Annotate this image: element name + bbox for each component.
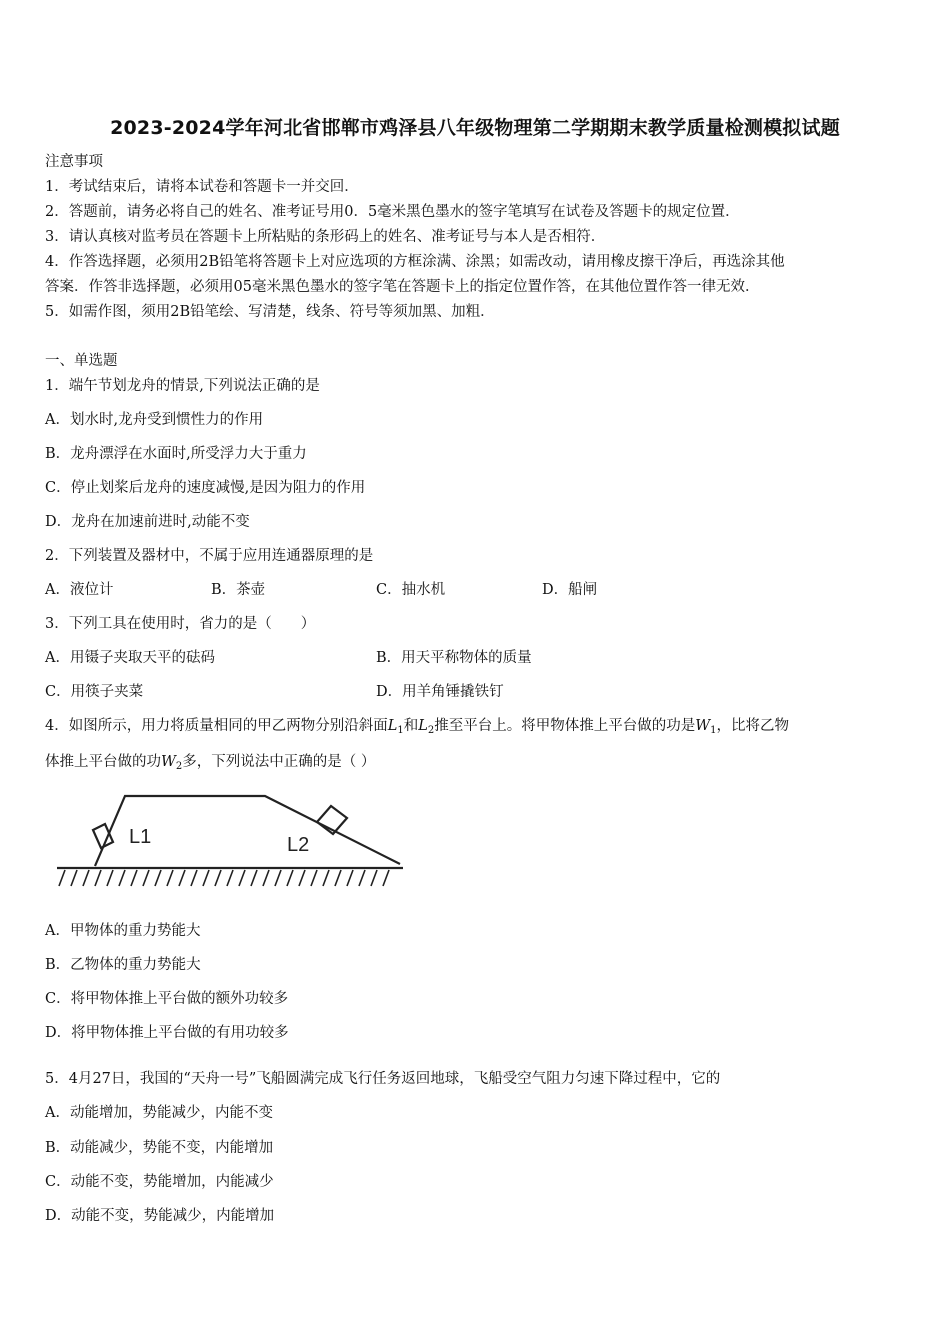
- question-5-stem: 5．4月27日，我国的“天舟一号”飞船圆满完成飞行任务返回地球，飞船受空气阻力匀速下降过程中，它的: [45, 1071, 721, 1087]
- question-3-option-b[interactable]: B．用天平称物体的质量: [376, 650, 532, 666]
- question-4-stem-line2: 体推上平台做的功$W_2$多，下列说法中正确的是（ ）: [45, 754, 376, 772]
- question-3-stem: 3．下列工具在使用时，省力的是（ ）: [45, 616, 316, 632]
- question-5-option-d[interactable]: D．动能不变，势能减少，内能增加: [45, 1208, 275, 1224]
- note-item: 1．考试结束后，请将本试卷和答题卡一并交回．: [45, 179, 359, 195]
- question-2-option-a[interactable]: A．液位计: [45, 582, 114, 598]
- question-5-option-c[interactable]: C．动能不变，势能增加，内能减少: [45, 1174, 274, 1190]
- question-5-option-b[interactable]: B．动能减少，势能不变，内能增加: [45, 1140, 274, 1156]
- question-3-option-c[interactable]: C．用筷子夹菜: [45, 684, 144, 700]
- question-4-option-a[interactable]: A．甲物体的重力势能大: [45, 923, 201, 939]
- page-title: 2023-2024学年河北省邯郸市鸡泽县八年级物理第二学期期末教学质量检测模拟试题: [110, 117, 840, 139]
- question-2-option-c[interactable]: C．抽水机: [376, 582, 446, 598]
- incline-figure: [55, 788, 415, 898]
- label-l2: L2: [287, 834, 310, 856]
- question-2-stem: 2．下列装置及器材中，不属于应用连通器原理的是: [45, 548, 374, 564]
- note-item: 2．答题前，请务必将自己的姓名、准考证号用0．5毫米黑色墨水的签字笔填写在试卷及答题卡的规定位置．: [45, 204, 740, 220]
- question-4-stem: 4．如图所示，用力将质量相同的甲乙两物分别沿斜面$L_1$和$L_2$推至平台上。将甲物体推上平台做的功是$W_1$，比将乙物: [45, 718, 790, 736]
- label-l1: L1: [129, 826, 152, 848]
- question-5-option-a[interactable]: A．动能增加，势能减少，内能不变: [45, 1105, 273, 1121]
- question-4-option-b[interactable]: B．乙物体的重力势能大: [45, 957, 201, 973]
- note-item: 4．作答选择题，必须用2B铅笔将答题卡上对应选项的方框涂满、涂黑；如需改动，请用橡皮擦干净后，再选涂其他: [45, 254, 785, 270]
- question-1-stem: 1．端午节划龙舟的情景,下列说法正确的是: [45, 378, 320, 394]
- note-item: 答案．作答非选择题，必须用05毫米黑色墨水的签字笔在答题卡上的指定位置作答，在其他位置作答一律无效．: [45, 279, 760, 295]
- notes-heading: 注意事项: [45, 154, 103, 170]
- question-3-option-d[interactable]: D．用羊角锤撬铁钉: [376, 684, 504, 700]
- ground-hatching: [59, 870, 389, 886]
- question-1-option-c[interactable]: C．停止划桨后龙舟的速度减慢,是因为阻力的作用: [45, 480, 366, 496]
- question-2-option-b[interactable]: B．茶壶: [211, 582, 266, 598]
- block-jia: [93, 824, 113, 848]
- note-item: 3．请认真核对监考员在答题卡上所粘贴的条形码上的姓名、准考证号与本人是否相符．: [45, 229, 606, 245]
- question-1-option-b[interactable]: B．龙舟漂浮在水面时,所受浮力大于重力: [45, 446, 307, 462]
- question-1-option-d[interactable]: D．龙舟在加速前进时,动能不变: [45, 514, 250, 530]
- section-heading: 一、单选题: [45, 353, 118, 369]
- note-item: 5．如需作图，须用2B铅笔绘、写清楚，线条、符号等须加黑、加粗．: [45, 304, 495, 320]
- question-4-option-c[interactable]: C．将甲物体推上平台做的额外功较多: [45, 991, 289, 1007]
- question-3-option-a[interactable]: A．用镊子夹取天平的砝码: [45, 650, 215, 666]
- question-4-option-d[interactable]: D．将甲物体推上平台做的有用功较多: [45, 1025, 289, 1041]
- question-1-option-a[interactable]: A．划水时,龙舟受到惯性力的作用: [45, 412, 264, 428]
- question-2-option-d[interactable]: D．船闸: [542, 582, 598, 598]
